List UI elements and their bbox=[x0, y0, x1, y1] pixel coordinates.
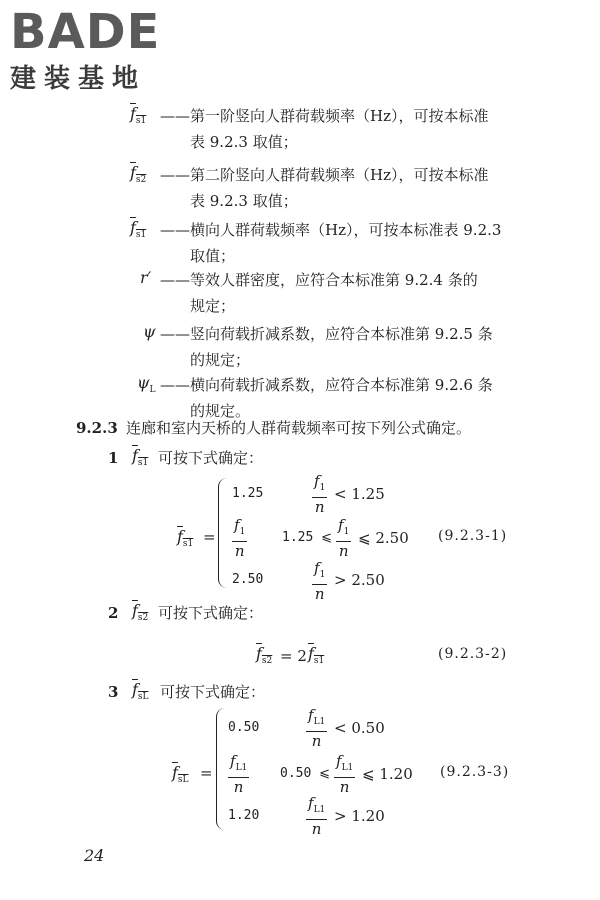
item-symbol: $f_{sL}$ bbox=[132, 680, 149, 703]
case-value-fraction: $\frac{f_{L1}}{n}$ bbox=[230, 752, 248, 796]
def-text-cont: 的规定； bbox=[190, 351, 251, 369]
def-text: ——竖向荷载折减系数，应符合本标准第 9.2.5 条 bbox=[160, 325, 493, 343]
case-condition-fraction: $\frac{f_{L1}}{n}$ bbox=[336, 752, 354, 796]
def-text: ——横向荷载折减系数，应符合本标准第 9.2.6 条 bbox=[160, 376, 493, 394]
case-condition: > 1.20 bbox=[334, 807, 385, 825]
item-index: 3 bbox=[108, 683, 119, 701]
case-pre: 1.25 ⩽ bbox=[282, 530, 333, 545]
case-condition: > 2.50 bbox=[334, 571, 385, 589]
item-index: 1 bbox=[108, 449, 119, 467]
equation-number: (9.2.3-1) bbox=[438, 528, 508, 544]
case-condition-fraction: $\frac{f_{L1}}{n}$ bbox=[308, 706, 326, 750]
case-condition: < 0.50 bbox=[334, 719, 385, 737]
eq-equals: = bbox=[200, 764, 213, 782]
case-condition-fraction: $\frac{f_1}{n}$ bbox=[314, 472, 326, 516]
def-text-cont: 表 9.2.3 取值； bbox=[190, 133, 298, 151]
case-pre: 0.50 ⩽ bbox=[280, 766, 331, 781]
case-condition: ⩽ 1.20 bbox=[362, 765, 413, 783]
clause-text: 连廊和室内天桥的人群荷载频率可按下列公式确定。 bbox=[126, 419, 472, 437]
eq-lhs: $f_{s2}$ bbox=[256, 644, 273, 667]
page-number: 24 bbox=[84, 846, 105, 865]
def-text: ——等效人群密度，应符合本标准第 9.2.4 条的 bbox=[160, 271, 478, 289]
case-condition: ⩽ 2.50 bbox=[358, 529, 409, 547]
item-symbol: $f_{s1}$ bbox=[132, 446, 149, 469]
eq-lhs: $f_{s1}$ bbox=[177, 527, 194, 550]
eq-rhs-coef: = 2 bbox=[280, 647, 307, 665]
def-text-cont: 的规定。 bbox=[190, 402, 251, 420]
case-value-fraction: $\frac{f_1}{n}$ bbox=[234, 516, 246, 560]
eq-equals: = bbox=[203, 528, 216, 546]
def-symbol: $f_{s1}$ bbox=[130, 104, 147, 127]
left-brace bbox=[218, 478, 227, 588]
def-symbol: r′ bbox=[140, 268, 152, 287]
item-symbol: $f_{s2}$ bbox=[132, 601, 149, 624]
item-intro: 可按下式确定： bbox=[158, 604, 264, 622]
def-text: ——第一阶竖向人群荷载频率（Hz），可按本标准 bbox=[160, 107, 489, 125]
def-text-cont: 表 9.2.3 取值； bbox=[190, 192, 298, 210]
case-value: 1.20 bbox=[228, 808, 260, 823]
equation-number: (9.2.3-3) bbox=[440, 764, 510, 780]
item-intro: 可按下式确定： bbox=[160, 683, 266, 701]
eq-lhs: $f_{sL}$ bbox=[172, 763, 189, 786]
def-text-cont: 规定； bbox=[190, 297, 236, 315]
clause-number: 9.2.3 bbox=[76, 419, 118, 437]
bade-logo bbox=[10, 4, 161, 95]
item-intro: 可按下式确定： bbox=[158, 449, 264, 467]
equation-number: (9.2.3-2) bbox=[438, 646, 508, 662]
case-value: 0.50 bbox=[228, 720, 260, 735]
case-value: 2.50 bbox=[232, 572, 264, 587]
case-condition: < 1.25 bbox=[334, 485, 385, 503]
case-value: 1.25 bbox=[232, 486, 264, 501]
case-condition-fraction: $\frac{f_{L1}}{n}$ bbox=[308, 794, 326, 838]
eq-rhs-symbol: $f_{s1}$ bbox=[308, 644, 325, 667]
item-index: 2 bbox=[108, 604, 119, 622]
def-symbol: $\psi_L$ bbox=[137, 373, 156, 396]
def-text: ——横向人群荷载频率（Hz），可按本标准表 9.2.3 bbox=[160, 221, 502, 239]
case-condition-fraction: $\frac{f_1}{n}$ bbox=[338, 516, 350, 560]
logo-word: BADE bbox=[10, 4, 161, 60]
logo-subtitle: 建装基地 bbox=[10, 64, 147, 94]
left-brace bbox=[216, 708, 225, 830]
def-symbol: $f_{s2}$ bbox=[130, 163, 147, 186]
def-symbol: $f_{s1}$ bbox=[130, 218, 147, 241]
def-symbol: ψ bbox=[143, 322, 156, 341]
case-condition-fraction: $\frac{f_1}{n}$ bbox=[314, 559, 326, 603]
def-text-cont: 取值； bbox=[190, 247, 236, 265]
def-text: ——第二阶竖向人群荷载频率（Hz），可按本标准 bbox=[160, 166, 489, 184]
